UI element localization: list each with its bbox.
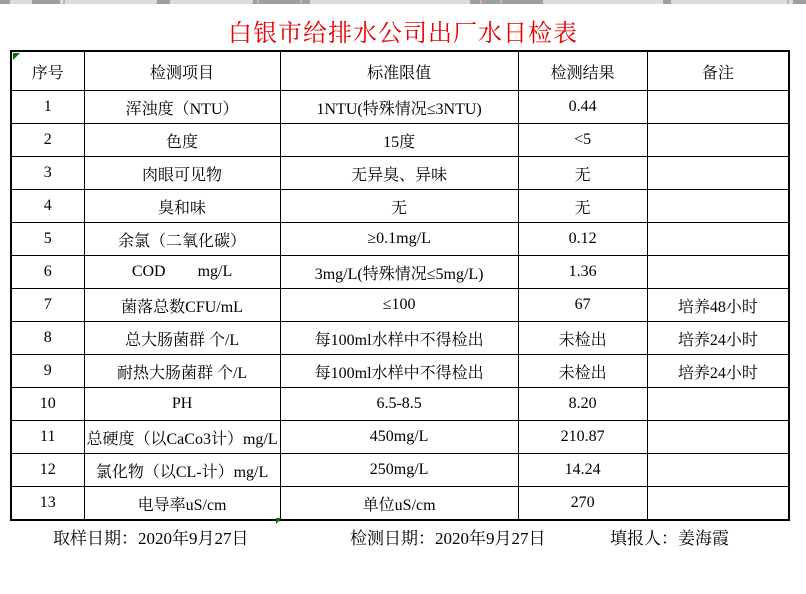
cell-no[interactable]: 5: [11, 223, 84, 256]
cell-item[interactable]: PH: [84, 388, 280, 421]
cell-no[interactable]: 6: [11, 256, 84, 289]
table-row: [11, 355, 789, 388]
table-row: [11, 190, 789, 223]
cell-no[interactable]: 8: [11, 322, 84, 355]
cell-result[interactable]: 无: [518, 190, 647, 223]
cell-result[interactable]: 无: [518, 157, 647, 190]
cell-no[interactable]: 2: [11, 124, 84, 157]
cell-limit[interactable]: 6.5-8.5: [280, 388, 518, 421]
column-header-note[interactable]: 备注: [647, 51, 789, 91]
cell-item[interactable]: 氯化物（以CL-计）mg/L: [84, 454, 280, 487]
cell-result[interactable]: 14.24: [518, 454, 647, 487]
table-row: [11, 157, 789, 190]
cell-no[interactable]: 7: [11, 289, 84, 322]
cell-note[interactable]: [647, 421, 789, 454]
table-row: [11, 91, 789, 124]
cell-limit[interactable]: ≤100: [280, 289, 518, 322]
cell-result[interactable]: 210.87: [518, 421, 647, 454]
cell-item[interactable]: 余氯（二氧化碳）: [84, 223, 280, 256]
cell-note[interactable]: 培养24小时: [647, 355, 789, 388]
cell-result[interactable]: 未检出: [518, 355, 647, 388]
cell-result[interactable]: 未检出: [518, 322, 647, 355]
cell-result[interactable]: <5: [518, 124, 647, 157]
table-row: [11, 223, 789, 256]
table-row: [11, 124, 789, 157]
table-row: [11, 256, 789, 289]
cell-item[interactable]: 肉眼可见物: [84, 157, 280, 190]
cell-note[interactable]: 培养48小时: [647, 289, 789, 322]
column-header-no[interactable]: 序号: [11, 51, 84, 91]
cell-item[interactable]: 浑浊度（NTU）: [84, 91, 280, 124]
cell-result[interactable]: 0.44: [518, 91, 647, 124]
cell-note[interactable]: [647, 487, 789, 521]
cell-limit[interactable]: 450mg/L: [280, 421, 518, 454]
daily-inspection-table: [10, 50, 790, 521]
cell-limit[interactable]: 1NTU(特殊情况≤3NTU): [280, 91, 518, 124]
cell-item[interactable]: 总大肠菌群 个/L: [84, 322, 280, 355]
cell-item[interactable]: 电导率uS/cm: [84, 487, 280, 521]
cell-limit[interactable]: 无异臭、异味: [280, 157, 518, 190]
cell-no[interactable]: 3: [11, 157, 84, 190]
cell-limit[interactable]: 无: [280, 190, 518, 223]
cell-limit[interactable]: 15度: [280, 124, 518, 157]
cell-note[interactable]: 培养24小时: [647, 322, 789, 355]
cell-note[interactable]: [647, 454, 789, 487]
cell-result[interactable]: 8.20: [518, 388, 647, 421]
cell-limit[interactable]: 单位uS/cm: [280, 487, 518, 521]
cell-no[interactable]: 10: [11, 388, 84, 421]
cell-limit[interactable]: ≥0.1mg/L: [280, 223, 518, 256]
sheet-top-edge-artifact: [0, 0, 806, 4]
column-header-item[interactable]: 检测项目: [84, 51, 280, 91]
cell-limit[interactable]: 3mg/L(特殊情况≤5mg/L): [280, 256, 518, 289]
cell-item[interactable]: 耐热大肠菌群 个/L: [84, 355, 280, 388]
cell-note[interactable]: [647, 190, 789, 223]
cell-item[interactable]: 臭和味: [84, 190, 280, 223]
cell-result[interactable]: 0.12: [518, 223, 647, 256]
cell-note[interactable]: [647, 256, 789, 289]
cell-result[interactable]: 1.36: [518, 256, 647, 289]
table-row: [11, 421, 789, 454]
page-title: 白银市给排水公司出厂水日检表: [228, 21, 578, 47]
cell-item[interactable]: 菌落总数CFU/mL: [84, 289, 280, 322]
cell-no[interactable]: 11: [11, 421, 84, 454]
table-row: [11, 388, 789, 421]
table-row: [11, 322, 789, 355]
cell-note[interactable]: [647, 223, 789, 256]
table-row: [11, 454, 789, 487]
cell-item[interactable]: 总硬度（以CaCo3计）mg/L: [84, 421, 280, 454]
cell-limit[interactable]: 每100ml水样中不得检出: [280, 355, 518, 388]
column-header-result[interactable]: 检测结果: [518, 51, 647, 91]
cell-note[interactable]: [647, 124, 789, 157]
cell-result[interactable]: 67: [518, 289, 647, 322]
cell-limit[interactable]: 每100ml水样中不得检出: [280, 322, 518, 355]
sampling-date-text: 取样日期：2020年9月27日: [53, 529, 249, 548]
cell-note[interactable]: [647, 157, 789, 190]
cell-note[interactable]: [647, 388, 789, 421]
cell-result[interactable]: 270: [518, 487, 647, 521]
cell-item[interactable]: 色度: [84, 124, 280, 157]
excel-green-corner-triangle-icon: [13, 53, 20, 60]
reporter-text: 填报人：姜海霞: [610, 529, 729, 548]
testing-date-text: 检测日期：2020年9月27日: [350, 529, 546, 548]
cell-no[interactable]: 13: [11, 487, 84, 521]
cell-no[interactable]: 4: [11, 190, 84, 223]
cell-no[interactable]: 9: [11, 355, 84, 388]
table-row: [11, 289, 789, 322]
cell-no[interactable]: 1: [11, 91, 84, 124]
header-row: [11, 51, 789, 91]
green-marker-icon: [276, 518, 282, 524]
table-row: [11, 487, 789, 521]
cell-item[interactable]: COD mg/L: [84, 256, 280, 289]
cell-limit[interactable]: 250mg/L: [280, 454, 518, 487]
column-header-limit[interactable]: 标准限值: [280, 51, 518, 91]
cell-note[interactable]: [647, 91, 789, 124]
cell-no[interactable]: 12: [11, 454, 84, 487]
